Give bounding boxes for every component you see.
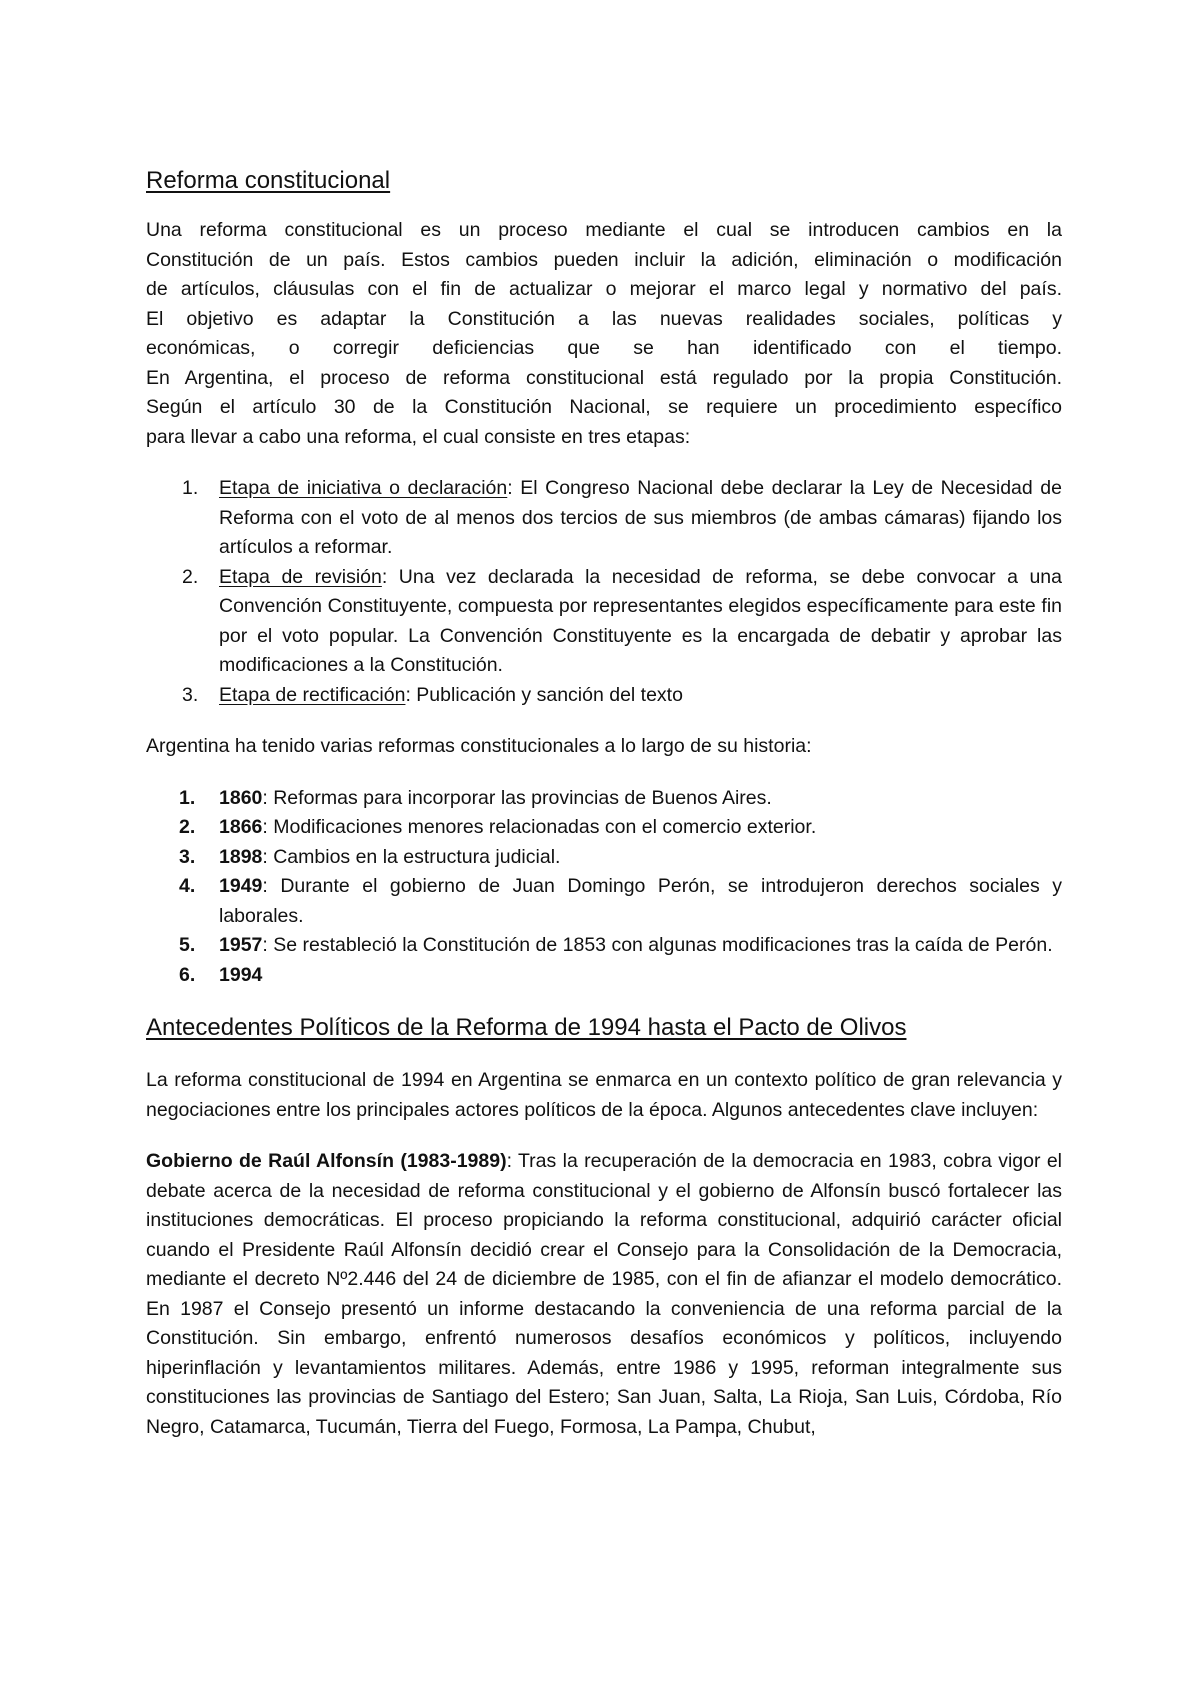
list-number: 2. [179,816,196,838]
intro-paragraph [146,216,1062,452]
stage-term: Etapa de iniciativa o declaración [219,477,508,499]
stages-list [146,474,1062,710]
reform-year: 1860 [219,786,263,809]
antecedentes-intro: La reforma constitucional de 1994 en Argentina se enmarca en un contexto político de gran relevancia y negociaciones entre los principales actores políticos de la época. Algunos antecedentes clave incluyen: [146,1069,1062,1121]
intro-line: En Argentina, el proceso de reforma constitucional está regulado por la propia Constitución. [146,366,1062,389]
section-title-reforma: Reforma constitucional [146,167,391,194]
document-page [146,165,1062,1442]
alfonsin-paragraph [146,1147,1062,1442]
list-item [146,784,1062,814]
intro-line: económicas, o corregir deficiencias que se han identificado con el tiempo. [146,337,1062,359]
list-number: 1. [182,477,199,499]
list-item [146,872,1062,931]
list-number: 3. [182,683,199,706]
stage-text: : Una vez declarada la necesidad de reforma, se debe convocar a una Convención Constituyente, compuesta por representantes elegidos específicamente para este fin por el voto popular. La Convención Constituyente es la encargada de debatir y aprobar las modificaciones a la Constitución. [219,565,1062,676]
reform-text: : Modificaciones menores relacionadas con el comercio exterior. [262,816,817,838]
intro-line: Constitución de un país. Estos cambios pueden incluir la adición, eliminación o modificación [146,248,1062,271]
list-item [146,931,1062,961]
list-item [146,813,1062,843]
alfonsin-text: : Tras la recuperación de la democracia en 1983, cobra vigor el debate acerca de la necesidad de reforma constitucional y el gobierno de Alfonsín buscó fortalecer las instituciones democráticas. El proceso propiciando la reforma constitucional, adquirió carácter oficial cuando el Presidente Raúl Alfonsín decidió crear el Consejo para la Consolidación de la Democracia, mediante el decreto Nº2.446 del 24 de diciembre de 1985, con el fin de afianzar el modelo democrático. En 1987 el Consejo presentó un informe destacando la conveniencia de una reforma parcial de la Constitución. Sin embargo, enfrentó numerosos desafíos económicos y políticos, incluyendo hiperinflación y levantamientos militares. Además, entre 1986 y 1995, reforman integralmente sus constituciones las provincias de Santiago del Estero; San Juan, Salta, La Rioja, San Luis, Córdoba, Río Negro, Catamarca, Tucumán, Tierra del Fuego, Formosa, La Pampa, Chubut, [146,1150,1062,1438]
list-item [146,843,1062,873]
intro-line: El objetivo es adaptar la Constitución a las nuevas realidades sociales, políticas y [146,307,1062,330]
stage-term: Etapa de rectificación [219,683,406,706]
intro-line: de artículos, cláusulas con el fin de actualizar o mejorar el marco legal y normativo del país. [146,278,1062,300]
reform-text: : Reformas para incorporar las provincias de Buenos Aires. [262,786,772,809]
section-title-antecedentes: Antecedentes Políticos de la Reforma de 1994 hasta el Pacto de Olivos [146,1014,907,1041]
reform-year: 1957 [219,934,263,956]
list-item [146,681,1062,711]
list-item [146,563,1062,681]
list-number: 3. [179,845,196,868]
reform-year: 1898 [219,845,263,868]
stage-text: : El Congreso Nacional debe declarar la Ley de Necesidad de Reforma con el voto de al menos dos tercios de sus miembros (de ambas cámaras) fijando los artículos a reformar. [219,477,1062,558]
intro-line: Según el artículo 30 de la Constitución Nacional, se requiere un procedimiento específico [146,396,1062,418]
reform-year: 1994 [219,963,263,986]
history-intro: Argentina ha tenido varias reformas constitucionales a lo largo de su historia: [146,735,812,757]
alfonsin-heading: Gobierno de Raúl Alfonsín (1983-1989) [146,1150,507,1172]
stage-text: : Publicación y sanción del texto [405,683,683,706]
reform-text: : Cambios en la estructura judicial. [262,845,561,868]
list-number: 5. [179,934,196,956]
list-item [146,474,1062,563]
reforms-list [146,784,1062,991]
reform-text: : Durante el gobierno de Juan Domingo Perón, se introdujeron derechos sociales y laborales. [219,875,1062,927]
intro-line: Una reforma constitucional es un proceso mediante el cual se introducen cambios en la [146,219,1062,241]
reform-text: : Se restableció la Constitución de 1853 con algunas modificaciones tras la caída de Perón. [262,934,1053,956]
list-number: 4. [179,875,196,897]
list-number: 6. [179,963,196,986]
list-item [146,961,1062,991]
intro-line: para llevar a cabo una reforma, el cual consiste en tres etapas: [146,425,691,448]
list-number: 1. [179,786,196,809]
reform-year: 1949 [219,875,263,897]
list-number: 2. [182,565,199,588]
stage-term: Etapa de revisión [219,565,382,588]
reform-year: 1866 [219,816,263,838]
